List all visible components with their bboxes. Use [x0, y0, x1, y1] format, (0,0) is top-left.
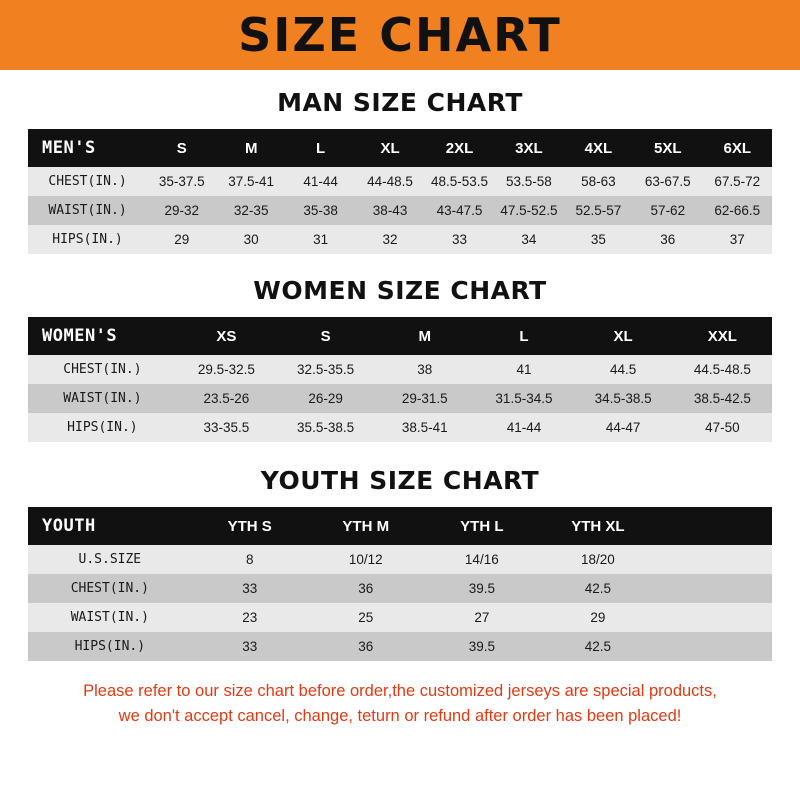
table-cell: 67.5-72 — [714, 174, 761, 189]
footer-note-line-1: Please refer to our size chart before order,the customized jerseys are special products, — [83, 682, 717, 700]
table-cell: 33 — [451, 232, 468, 247]
table-cell: 36 — [358, 581, 374, 596]
table-cell: 32.5-35.5 — [297, 362, 355, 377]
table-cell: 18/20 — [580, 552, 615, 567]
table-row — [28, 384, 772, 413]
women-header-cell: S — [320, 327, 331, 345]
table-row — [28, 225, 772, 254]
row-label: CHEST(IN.) — [63, 362, 142, 377]
table-row — [28, 167, 772, 196]
row-label: U.S.SIZE — [78, 552, 142, 567]
youth-header-cell: YTH XL — [571, 517, 625, 535]
man-header-cell: 2XL — [445, 139, 474, 157]
table-header-row — [28, 507, 772, 545]
table-cell-spacer — [656, 632, 772, 661]
table-row — [28, 355, 772, 384]
table-cell: 35-37.5 — [158, 174, 205, 189]
table-cell: 48.5-53.5 — [430, 174, 489, 189]
table-cell: 44.5-48.5 — [693, 362, 751, 377]
table-cell: 34 — [521, 232, 537, 247]
man-header-cell: 3XL — [515, 139, 543, 157]
table-cell: 31.5-34.5 — [495, 391, 553, 406]
table-cell: 33-35.5 — [203, 420, 250, 435]
table-cell: 32-35 — [233, 203, 269, 218]
man-header-cell: L — [316, 139, 326, 157]
table-header-row — [28, 129, 772, 167]
youth-section-title: YOUTH SIZE CHART — [260, 466, 540, 495]
table-cell: 47.5-52.5 — [500, 203, 558, 218]
table-cell: 63-67.5 — [644, 174, 691, 189]
table-cell: 47-50 — [705, 420, 740, 435]
table-cell: 26-29 — [308, 391, 343, 406]
man-header-cell: XL — [380, 139, 400, 157]
table-cell: 30 — [243, 232, 259, 247]
man-header-cell: 5XL — [654, 139, 682, 157]
row-label: HIPS(IN.) — [74, 639, 146, 654]
table-cell: 29 — [174, 232, 190, 247]
table-cell: 25 — [358, 610, 374, 625]
table-cell: 57-62 — [650, 203, 686, 218]
youth-header-cell: YTH L — [460, 517, 504, 535]
table-cell: 62-66.5 — [714, 203, 761, 218]
women-header-cell: M — [418, 327, 432, 345]
women-section-title: WOMEN SIZE CHART — [253, 276, 547, 305]
table-cell: 52.5-57 — [575, 203, 622, 218]
table-cell: 44-47 — [605, 420, 641, 435]
row-label: WAIST(IN.) — [63, 391, 142, 406]
table-cell: 32 — [382, 232, 398, 247]
table-cell: 33 — [242, 639, 258, 654]
row-label: HIPS(IN.) — [67, 420, 138, 435]
page-banner — [0, 0, 800, 70]
table-row — [28, 413, 772, 442]
table-cell: 31 — [313, 232, 329, 247]
table-row — [28, 545, 772, 574]
table-cell: 43-47.5 — [436, 203, 483, 218]
table-cell: 10/12 — [348, 552, 383, 567]
table-cell: 35-38 — [303, 203, 338, 218]
table-cell: 23.5-26 — [203, 391, 250, 406]
table-cell-spacer — [656, 545, 772, 574]
table-cell: 29-31.5 — [401, 391, 448, 406]
youth-header-cell: YTH M — [342, 517, 390, 535]
row-label: HIPS(IN.) — [52, 232, 123, 247]
women-header-cell: XS — [216, 327, 237, 345]
man-header-cell: 4XL — [584, 139, 613, 157]
row-label: CHEST(IN.) — [70, 581, 149, 596]
table-cell: 38 — [417, 362, 433, 377]
table-cell: 37 — [729, 232, 745, 247]
table-cell: 42.5 — [584, 581, 612, 596]
table-cell: 44.5 — [610, 362, 637, 377]
table-cell: 44-48.5 — [367, 174, 413, 189]
table-cell: 38-43 — [372, 203, 408, 218]
chart-content — [0, 88, 800, 729]
man-table-body — [28, 167, 772, 254]
table-cell-spacer — [656, 603, 772, 632]
women-table-body — [28, 355, 772, 442]
table-row — [28, 603, 772, 632]
women-header-cell: XL — [613, 327, 633, 345]
table-cell: 29 — [590, 610, 606, 625]
man-header-rowlabel: MEN'S — [42, 138, 96, 158]
man-header-cell: 6XL — [723, 139, 752, 157]
table-cell: 29-32 — [164, 203, 200, 218]
man-header-cell: S — [176, 139, 187, 157]
man-size-table — [28, 129, 772, 254]
row-label: WAIST(IN.) — [48, 203, 127, 218]
table-cell: 41-44 — [303, 174, 338, 189]
table-cell: 41-44 — [506, 420, 542, 435]
table-cell: 35 — [590, 232, 606, 247]
table-cell: 38.5-41 — [401, 420, 448, 435]
table-header-row — [28, 317, 772, 355]
man-section-title: MAN SIZE CHART — [277, 88, 523, 117]
table-cell: 23 — [242, 610, 258, 625]
women-size-table — [28, 317, 772, 442]
row-label: WAIST(IN.) — [70, 610, 149, 625]
table-cell: 39.5 — [468, 581, 495, 596]
row-label: CHEST(IN.) — [48, 174, 127, 189]
man-table-header — [28, 129, 772, 167]
youth-header-cell: YTH S — [227, 517, 272, 535]
table-cell: 34.5-38.5 — [594, 391, 652, 406]
women-header-rowlabel: WOMEN'S — [42, 326, 118, 346]
man-header-cell: M — [244, 139, 258, 157]
table-row — [28, 196, 772, 225]
youth-size-table — [28, 507, 772, 661]
table-cell: 29.5-32.5 — [197, 362, 255, 377]
table-cell: 42.5 — [584, 639, 612, 654]
table-row — [28, 632, 772, 661]
table-cell: 36 — [358, 639, 374, 654]
footer-note — [28, 679, 772, 729]
women-header-cell: L — [519, 327, 529, 345]
table-cell: 53.5-58 — [506, 174, 552, 189]
table-cell: 41 — [516, 362, 532, 377]
youth-table-body — [28, 545, 772, 661]
table-cell: 39.5 — [468, 639, 495, 654]
table-cell: 38.5-42.5 — [693, 391, 751, 406]
footer-note-line-2: we don't accept cancel, change, teturn or refund after order has been placed! — [118, 706, 682, 725]
women-header-cell: XXL — [707, 327, 737, 345]
table-cell: 36 — [660, 232, 676, 247]
table-row — [28, 574, 772, 603]
youth-header-rowlabel: YOUTH — [42, 516, 96, 536]
table-cell: 14/16 — [464, 552, 499, 567]
youth-header-spacer — [656, 507, 772, 545]
table-cell: 37.5-41 — [228, 174, 275, 189]
table-cell: 33 — [242, 581, 258, 596]
women-table-header — [28, 317, 772, 355]
page-title: SIZE CHART — [238, 8, 562, 62]
table-cell: 35.5-38.5 — [297, 420, 355, 435]
table-cell: 8 — [245, 552, 254, 567]
table-cell: 27 — [474, 610, 490, 625]
youth-table-header — [28, 507, 772, 545]
table-cell: 58-63 — [581, 174, 616, 189]
table-cell-spacer — [656, 574, 772, 603]
